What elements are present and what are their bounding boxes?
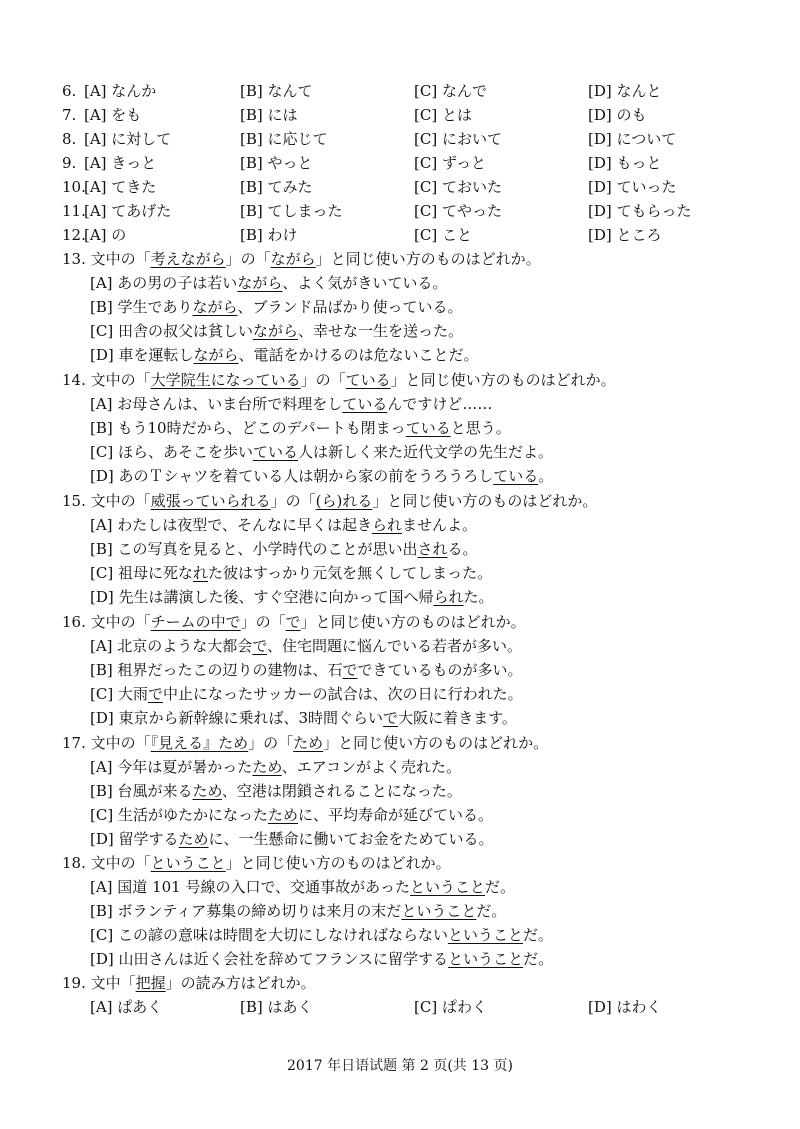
option-underlined: ということ — [447, 926, 523, 944]
question-10-row — [0, 176, 800, 198]
option-text: だ。 — [522, 926, 553, 944]
option-text: [C] 生活がゆたかになった — [90, 806, 268, 824]
option-a: [A] をも — [84, 106, 142, 124]
stem-text: 」と同じ使い方のものはどれか。 — [372, 492, 598, 510]
option-b: [B] には — [240, 106, 298, 124]
question-17-option-c — [90, 804, 493, 826]
question-13-option-d — [90, 344, 479, 366]
option-b: [B] なんて — [240, 82, 313, 100]
option-underlined: ている — [405, 419, 451, 437]
stem-underlined: 威張っていられる — [150, 492, 271, 510]
option-c: [C] ぱわく — [414, 998, 487, 1016]
option-d: [D] ところ — [588, 226, 662, 244]
option-underlined: ということ — [401, 902, 477, 920]
option-d: [D] はわく — [588, 998, 662, 1016]
option-underlined: ため — [192, 782, 222, 800]
option-underlined: ということ — [410, 878, 486, 896]
question-14-option-c — [90, 441, 553, 463]
stem-text: 15. 文中の「 — [62, 492, 151, 510]
question-7-row — [0, 104, 800, 126]
question-18-option-b — [90, 900, 506, 922]
question-16-option-b — [90, 659, 523, 681]
option-underlined: ながら — [192, 298, 238, 316]
option-underlined: ということ — [448, 950, 524, 968]
option-text: [D] 車を運転し — [90, 346, 194, 364]
question-18-stem — [62, 852, 451, 874]
question-number: 9. — [62, 154, 77, 172]
option-underlined: ながら — [193, 346, 239, 364]
option-c: [C] なんで — [414, 82, 487, 100]
option-text: [C] 祖母に死な — [90, 564, 193, 582]
option-text: だ。 — [523, 950, 554, 968]
option-text: [A] あの男の子は若い — [90, 274, 238, 292]
option-underlined: られ — [433, 588, 464, 606]
question-number: 8. — [62, 130, 77, 148]
question-13-option-a — [90, 272, 447, 294]
option-text: た。 — [463, 588, 494, 606]
option-c: [C] こと — [414, 226, 472, 244]
question-13-option-c — [90, 320, 463, 342]
option-a: [A] に対して — [84, 130, 172, 148]
option-a: [A] ぱあく — [90, 998, 163, 1016]
stem-text: 19. 文中「 — [62, 974, 136, 992]
stem-underlined: ため — [293, 734, 324, 752]
question-14-stem — [62, 369, 616, 391]
option-text: 、電話をかけるのは危ないことだ。 — [238, 346, 479, 364]
stem-underlined: ながら — [270, 250, 316, 268]
option-underlined: ている — [342, 395, 388, 413]
option-text: 、よく気がきいている。 — [282, 274, 448, 292]
question-17-option-b — [90, 780, 462, 802]
option-text: [D] 先生は講演した後、すぐ空港に向かって国へ帰 — [90, 588, 434, 606]
stem-text: 18. 文中の「 — [62, 854, 151, 872]
stem-underlined: ということ — [150, 854, 226, 872]
question-number: 7. — [62, 106, 77, 124]
option-text: 大阪に着きます。 — [398, 709, 517, 727]
option-text: んですけど…… — [387, 395, 493, 413]
question-15-option-c — [90, 562, 492, 584]
option-underlined: で — [383, 709, 399, 727]
stem-underlined: 把握 — [135, 974, 166, 992]
option-text: [D] あのＴシャツを着ている人は朝から家の前をうろうろし — [90, 467, 494, 485]
question-14-option-d — [90, 465, 553, 487]
option-text: [C] 田舎の叔父は貧しい — [90, 322, 253, 340]
option-a: [A] きっと — [84, 154, 157, 172]
option-underlined: ため — [252, 758, 282, 776]
option-underlined: ている — [252, 443, 298, 461]
question-17-option-d — [90, 828, 494, 850]
option-c: [C] ずっと — [414, 154, 487, 172]
option-d: [D] てもらった — [588, 202, 692, 220]
stem-text: 」の「 — [240, 613, 286, 631]
option-text: だ。 — [485, 878, 516, 896]
stem-text: 16. 文中の「 — [62, 613, 151, 631]
option-a: [A] てきた — [84, 178, 157, 196]
stem-text: 」の「 — [270, 492, 316, 510]
option-d: [D] なんと — [588, 82, 662, 100]
option-text: 、住宅問題に悩んでいる若者が多い。 — [267, 637, 523, 655]
option-text: 。 — [538, 467, 554, 485]
option-underlined: ながら — [237, 274, 283, 292]
option-text: [C] この諺の意味は時間を大切にしなければならない — [90, 926, 448, 944]
option-text: 、エアコンがよく売れた。 — [281, 758, 461, 776]
option-underlined: で — [252, 637, 268, 655]
option-c: [C] とは — [414, 106, 472, 124]
stem-underlined: ている — [345, 371, 391, 389]
option-text: た彼はすっかり元気を無くしてしまった。 — [207, 564, 493, 582]
stem-text: 17. 文中の「 — [62, 734, 151, 752]
option-text: できているものが多い。 — [357, 661, 523, 679]
question-18-option-d — [90, 948, 553, 970]
option-underlined: ながら — [252, 322, 298, 340]
option-text: [B] 租界だったこの辺りの建物は、石 — [90, 661, 343, 679]
option-text: [D] 東京から新幹線に乗れば、3時間ぐらい — [90, 709, 384, 727]
stem-text: 」と同じ使い方のものはどれか。 — [323, 734, 549, 752]
question-19-stem — [62, 972, 316, 994]
option-underlined: られ — [372, 516, 403, 534]
question-13-stem — [62, 248, 541, 270]
question-16-option-a — [90, 635, 522, 657]
stem-underlined: チームの中で — [150, 613, 241, 631]
question-17-stem — [62, 732, 548, 754]
option-underlined: れ — [192, 564, 208, 582]
option-text: 、ブランド品ばかり使っている。 — [237, 298, 463, 316]
option-underlined: ため — [267, 806, 298, 824]
option-text: [C] 大雨 — [90, 685, 148, 703]
stem-text: 」の「 — [248, 734, 294, 752]
stem-text: 」の「 — [300, 371, 346, 389]
stem-underlined: 『見える』ため — [150, 734, 249, 752]
option-text: に、平均寿命が延びている。 — [297, 806, 493, 824]
option-underlined: で — [342, 661, 358, 679]
option-b: [B] てしまった — [240, 202, 343, 220]
option-underlined: され — [417, 540, 448, 558]
question-number: 11. — [62, 202, 86, 220]
question-9-row — [0, 152, 800, 174]
option-b: [B] わけ — [240, 226, 298, 244]
option-text: [B] 学生であり — [90, 298, 193, 316]
option-text: [C] ほら、あそこを歩い — [90, 443, 253, 461]
stem-text: 13. 文中の「 — [62, 250, 151, 268]
option-text: 人は新しく来た近代文学の先生だよ。 — [297, 443, 553, 461]
stem-text: 」と同じ使い方のものはどれか。 — [315, 250, 541, 268]
question-14-option-b — [90, 417, 511, 439]
option-text: [B] 台風が来る — [90, 782, 193, 800]
stem-text: 」と同じ使い方のものはどれか。 — [225, 854, 451, 872]
question-6-row — [0, 80, 800, 102]
page-footer: 2017 年日语试题 第 2 页(共 13 页) — [287, 1058, 513, 1074]
question-19-options — [0, 996, 800, 1018]
question-number: 10. — [62, 178, 86, 196]
stem-underlined: で — [285, 613, 301, 631]
option-text: [A] お母さんは、いま台所で料理をし — [90, 395, 343, 413]
option-text: る。 — [447, 540, 478, 558]
option-text: と思う。 — [450, 419, 511, 437]
stem-underlined: (ら)れる — [315, 492, 373, 510]
question-11-row — [0, 200, 800, 222]
question-15-option-b — [90, 538, 478, 560]
option-underlined: ている — [493, 467, 539, 485]
question-16-stem — [62, 611, 526, 633]
option-a: [A] なんか — [84, 82, 157, 100]
option-d: [D] について — [588, 130, 677, 148]
option-d: [D] ていった — [588, 178, 677, 196]
option-text: だ。 — [476, 902, 507, 920]
option-underlined: ため — [178, 830, 209, 848]
question-16-option-d — [90, 707, 517, 729]
question-8-row — [0, 128, 800, 150]
option-text: 、空港は閉鎖されることになった。 — [221, 782, 462, 800]
stem-text: 」と同じ使い方のものはどれか。 — [300, 613, 526, 631]
option-a: [A] の — [84, 226, 127, 244]
option-text: [B] もう10時だから、どこのデパートも閉まっ — [90, 419, 406, 437]
question-13-option-b — [90, 296, 463, 318]
question-16-option-c — [90, 683, 523, 705]
stem-text: 」の「 — [225, 250, 271, 268]
option-text: [A] わたしは夜型で、そんなに早くは起き — [90, 516, 373, 534]
question-number: 12. — [62, 226, 86, 244]
stem-text: 」の読み方はどれか。 — [165, 974, 316, 992]
option-b: [B] に応じて — [240, 130, 328, 148]
question-12-row — [0, 224, 800, 246]
option-text: [D] 山田さんは近く会社を辞めてフランスに留学する — [90, 950, 449, 968]
option-c: [C] において — [414, 130, 502, 148]
option-c: [C] ておいた — [414, 178, 502, 196]
option-text: [A] 北京のような大都会 — [90, 637, 253, 655]
question-14-option-a — [90, 393, 492, 415]
option-text: に、一生懸命に働いてお金をためている。 — [208, 830, 494, 848]
stem-text: 14. 文中の「 — [62, 371, 151, 389]
option-b: [B] てみた — [240, 178, 313, 196]
question-18-option-c — [90, 924, 553, 946]
option-b: [B] やっと — [240, 154, 313, 172]
option-text: [B] ボランティア募集の締め切りは来月の末だ — [90, 902, 402, 920]
question-15-option-d — [90, 586, 494, 608]
option-d: [D] のも — [588, 106, 647, 124]
option-text: [A] 国道 101 号線の入口で、交通事故があった — [90, 878, 411, 896]
option-c: [C] てやった — [414, 202, 502, 220]
question-18-option-a — [90, 876, 515, 898]
stem-underlined: 大学院生になっている — [150, 371, 301, 389]
option-text: [A] 今年は夏が暑かった — [90, 758, 253, 776]
option-text: [B] この写真を見ると、小学時代のことが思い出 — [90, 540, 418, 558]
question-15-stem — [62, 490, 597, 512]
option-text: [D] 留学する — [90, 830, 179, 848]
question-17-option-a — [90, 756, 461, 778]
option-text: 、幸せな一生を送った。 — [297, 322, 463, 340]
question-15-option-a — [90, 514, 477, 536]
option-a: [A] てあげた — [84, 202, 172, 220]
option-d: [D] もっと — [588, 154, 662, 172]
question-number: 6. — [62, 82, 77, 100]
option-text: ませんよ。 — [402, 516, 478, 534]
stem-text: 」と同じ使い方のものはどれか。 — [390, 371, 616, 389]
option-underlined: で — [147, 685, 163, 703]
stem-underlined: 考えながら — [150, 250, 226, 268]
option-text: 中止になったサッカーの試合は、次の日に行われた。 — [162, 685, 523, 703]
option-b: [B] はあく — [240, 998, 313, 1016]
